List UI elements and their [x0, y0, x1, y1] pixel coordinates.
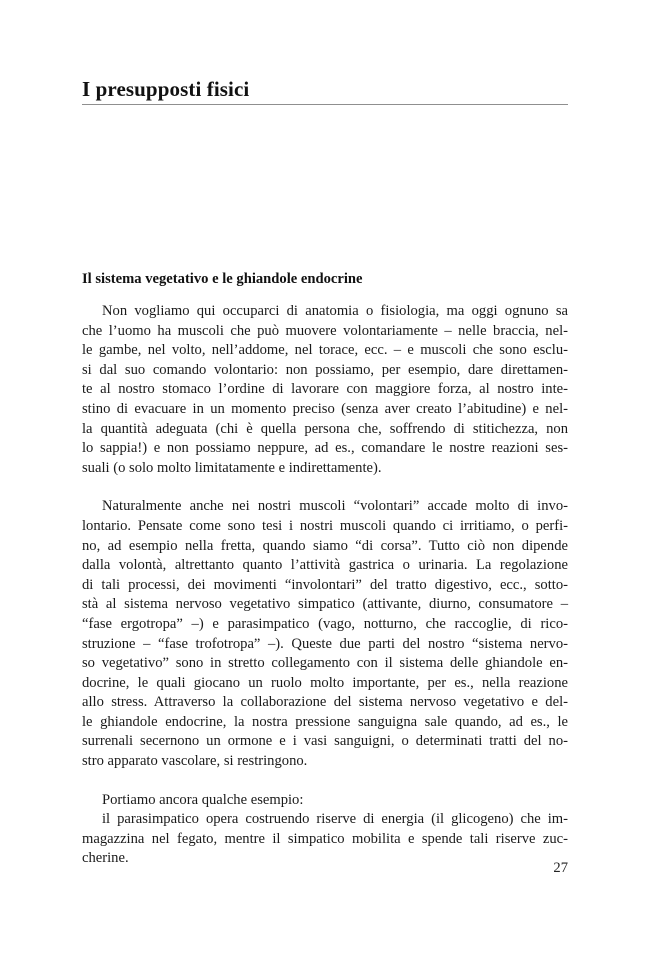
text-line: si dal suo comando volontario: non possiamo, per esempio, dare direttamen-	[82, 361, 568, 378]
text-line: Naturalmente anche nei nostri muscoli “volontari” accade molto di invo-	[102, 498, 568, 515]
text-line: lontario. Pensate come sono tesi i nostri muscoli quando ci irritiamo, o perfi-	[82, 517, 568, 534]
text-line: le ghiandole endocrine, la nostra pressione sanguigna sale quando, ad es., le	[82, 713, 568, 730]
text-line: struzione – “fase trofotropa” –). Queste due parti del nostro “sistema nervo-	[82, 635, 568, 652]
page-number: 27	[553, 860, 568, 876]
paragraph-4	[82, 810, 568, 869]
text-line: surrenali secernono un ormone e i vasi sanguigni, o determinati tratti del no-	[82, 733, 568, 750]
paragraph-spacer	[82, 478, 568, 497]
text-line: magazzina nel fegato, mentre il simpatico mobilita e spende tali riserve zuc-	[82, 830, 568, 847]
paragraph-1	[82, 302, 568, 478]
text-line: di tali processi, dei movimenti “involontari” del tratto digestivo, ecc., sotto-	[82, 576, 568, 593]
chapter-title-rule	[82, 104, 568, 105]
paragraph-2	[82, 497, 568, 771]
text-line: la quantità adeguata (chi è quella persona che, soffrendo di stitichezza, non	[82, 420, 568, 437]
text-line: no, ad esempio nella fretta, quando siamo “di corsa”. Tutto ciò non dipende	[82, 537, 568, 554]
text-line: “fase ergotropa” –) e parasimpatico (vago, notturno, che raccoglie, di rico-	[82, 615, 568, 632]
text-line: Non vogliamo qui occuparci di anatomia o fisiologia, ma oggi ognuno sa	[102, 303, 568, 319]
text-line: che l’uomo ha muscoli che può muovere volontariamente – nelle braccia, nel-	[82, 322, 568, 339]
section-title: Il sistema vegetativo e le ghiandole endocrine	[82, 271, 363, 287]
text-line: lo sappia!) e non possiamo neppure, ad es., comandare le nostre reazioni ses-	[82, 440, 568, 457]
text-line: te al nostro stomaco l’ordine di lavorare con maggiore forza, al nostro inte-	[82, 381, 568, 398]
section	[82, 270, 568, 869]
text-line: suali (o solo molto limitatamente e indirettamente).	[82, 459, 382, 476]
text-line: allo stress. Attraverso la collaborazione del sistema nervoso vegetativo e del-	[82, 694, 568, 711]
text-line: stro apparato vascolare, si restringono.	[82, 753, 308, 770]
chapter-title: I presupposti fisici	[82, 77, 250, 101]
text-line: so vegetativo” sono in stretto collegamento con il sistema delle ghiandole en-	[82, 655, 568, 672]
text-line: cherine.	[82, 850, 129, 867]
paragraph-3	[82, 791, 568, 811]
text-line: Portiamo ancora qualche esempio:	[102, 791, 304, 808]
text-line: dalla volontà, altrettanto quanto l’attività gastrica o urinaria. La regolazione	[82, 557, 568, 574]
text-line: il parasimpatico opera costruendo riserve di energia (il glicogeno) che im-	[102, 811, 568, 828]
text-line: le gambe, nel volto, nell’addome, nel torace, ecc. – e muscoli che sono esclu-	[82, 342, 568, 359]
text-line: docrine, le quali giocano un ruolo molto importante, per es., nella reazione	[82, 674, 568, 691]
text-line: stà al sistema nervoso vegetativo simpatico (attivante, diurno, consumatore –	[82, 596, 568, 613]
paragraph-spacer	[82, 772, 568, 791]
text-line: stino di evacuare in un momento preciso (senza aver creato l’abitudine) e nel-	[82, 400, 568, 417]
